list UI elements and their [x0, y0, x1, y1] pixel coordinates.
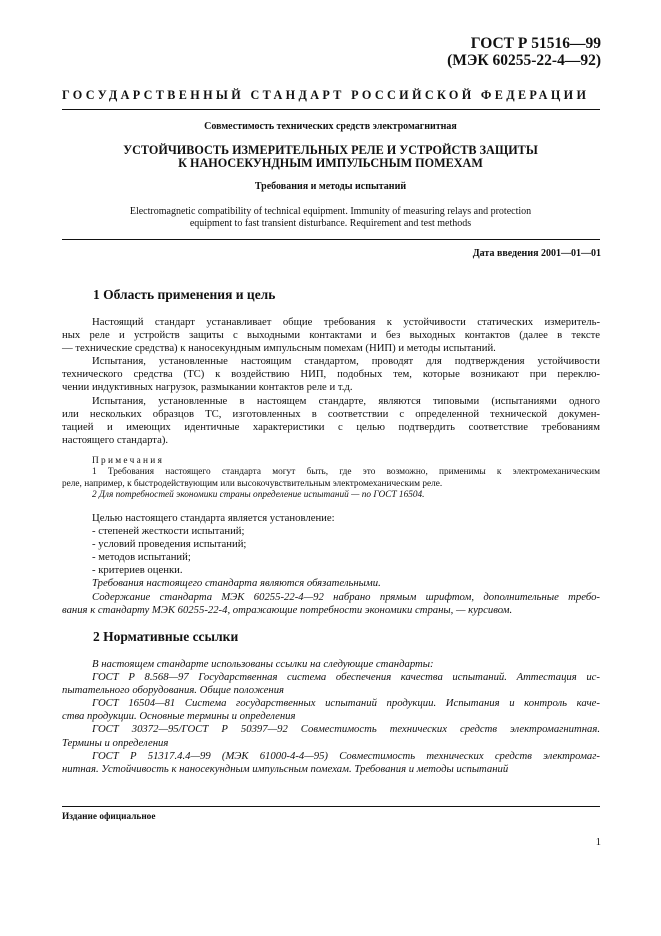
section-2-heading: 2 Нормативные ссылки [93, 629, 239, 644]
text-line: — технические средства) к наносекундным импульсным помехам (НИП) и методы испытаний. [62, 342, 496, 355]
iec-number: (МЭК 60255-22-4—92) [447, 52, 601, 69]
english-title-line: equipment to fast transient disturbance. Requirement and test methods [189, 218, 472, 229]
text-line: или нескольких образцов ТС, изготовленных в соответствии с определенной технической докумен- [62, 407, 600, 420]
document-title [0, 144, 661, 170]
goal-block [62, 512, 600, 617]
paragraph [62, 395, 600, 447]
text-line: Испытания, установленные настоящим стандартом, проводят для подтверждения устойчивости [92, 355, 600, 368]
document-title-line: К НАНОСЕКУНДНЫМ ИМПУЛЬСНЫМ ПОМЕХАМ [178, 156, 483, 170]
reference-line: нитная. Устойчивость к наносекундным импульсным помехам. Требования и методы испытаний [62, 762, 509, 775]
content-note-line: Содержание стандарта МЭК 60255-22-4—92 набрано прямым шрифтом, дополнительные требо- [92, 590, 600, 603]
list-item: - степеней жесткости испытаний; [92, 525, 245, 538]
title-rule [62, 239, 600, 240]
text-line: чении индуктивных нагрузок, размыкании контактов реле и т.д. [62, 381, 353, 394]
references-intro: В настоящем стандарте использованы ссылки на следующие стандарты: [92, 658, 434, 670]
english-title-line: Electromagnetic compatibility of technical equipment. Immunity of measuring relays and protection [129, 206, 532, 217]
english-title [0, 206, 661, 230]
notes-label: Примечания [92, 456, 165, 466]
compatibility-line: Совместимость технических средств электромагнитная [204, 121, 457, 132]
reference-line: Термины и определения [62, 736, 169, 749]
paragraph [62, 316, 600, 355]
notes-block [62, 456, 600, 501]
text-line: тацией и имеющих идентичные характеристики с целью подтвердить соответствие требованиям [62, 420, 600, 433]
reference-item [62, 697, 600, 723]
reference-line: ГОСТ 30372—95/ГОСТ Р 50397—92 Совместимость технических средств электромагнитная. [92, 723, 600, 736]
list-item: - условий проведения испытаний; [92, 538, 247, 551]
state-standard-heading: ГОСУДАРСТВЕННЫЙ СТАНДАРТ РОССИЙСКОЙ ФЕДЕРАЦИИ [62, 88, 590, 102]
paragraph [62, 355, 600, 394]
note-line: 2 Для потребностей экономики страны определение испытаний — по ГОСТ 16504. [92, 489, 425, 500]
text-line: Настоящий стандарт устанавливает общие требования к устойчивости статических измеритель- [92, 316, 600, 328]
list-item: - методов испытаний; [92, 551, 191, 564]
text-line: технического средства (ТС) к воздействию НИП, подобных тем, которые возникают при переклю- [62, 368, 600, 381]
official-edition-label: Издание официальное [62, 812, 156, 822]
text-line: настоящего стандарта). [62, 433, 169, 446]
reference-line: ГОСТ 16504—81 Система государственных испытаний продукции. Испытания и контроль каче- [92, 697, 600, 710]
document-title-line: УСТОЙЧИВОСТЬ ИЗМЕРИТЕЛЬНЫХ РЕЛЕ И УСТРОЙСТВ ЗАЩИТЫ [123, 143, 538, 157]
note-line: 1 Требования настоящего стандарта могут быть, где это возможно, применимы к электромеханическим [92, 467, 600, 478]
text-line: ных реле и устройств защиты с выходными контактами и без выходных контактов (далее в тексте [62, 329, 600, 342]
reference-line: ГОСТ Р 8.568—97 Государственная система обеспечения качества испытаний. Аттестация ис- [92, 671, 600, 684]
reference-line: ства продукции. Основные термины и определения [62, 710, 296, 723]
section-1-body [62, 316, 600, 447]
reference-item [62, 750, 600, 776]
page-number: 1 [595, 837, 601, 848]
gost-number: ГОСТ Р 51516—99 [470, 35, 601, 52]
reference-line: пытательного оборудования. Общие положения [62, 684, 285, 697]
content-note-line: вания к стандарту МЭК 60255-22-4, отражающие потребности экономики страны, — курсивом. [62, 603, 513, 616]
list-item: - критериев оценки. [92, 564, 183, 577]
text-line: Испытания, установленные в настоящем стандарте, являются типовыми (испытаниями одного [92, 394, 600, 407]
document-subtitle: Требования и методы испытаний [254, 181, 407, 192]
section-1-heading: 1 Область применения и цель [93, 287, 276, 302]
mandatory-note: Требования настоящего стандарта являются обязательными. [92, 577, 381, 590]
effective-date: Дата введения 2001—01—01 [472, 248, 601, 259]
reference-item [62, 671, 600, 697]
reference-item [62, 723, 600, 749]
gost-number-block [447, 35, 601, 69]
section-2-body [62, 658, 600, 776]
note-line: реле, например, к быстродействующим или высокочувствительным электромеханическим реле. [62, 478, 443, 489]
reference-line: ГОСТ Р 51317.4.4—99 (МЭК 61000-4-4—95) Совместимость технических средств электромаг- [92, 749, 600, 762]
footer-rule [62, 806, 600, 807]
header-rule [62, 109, 600, 110]
goal-intro: Целью настоящего стандарта является установление: [92, 512, 335, 524]
